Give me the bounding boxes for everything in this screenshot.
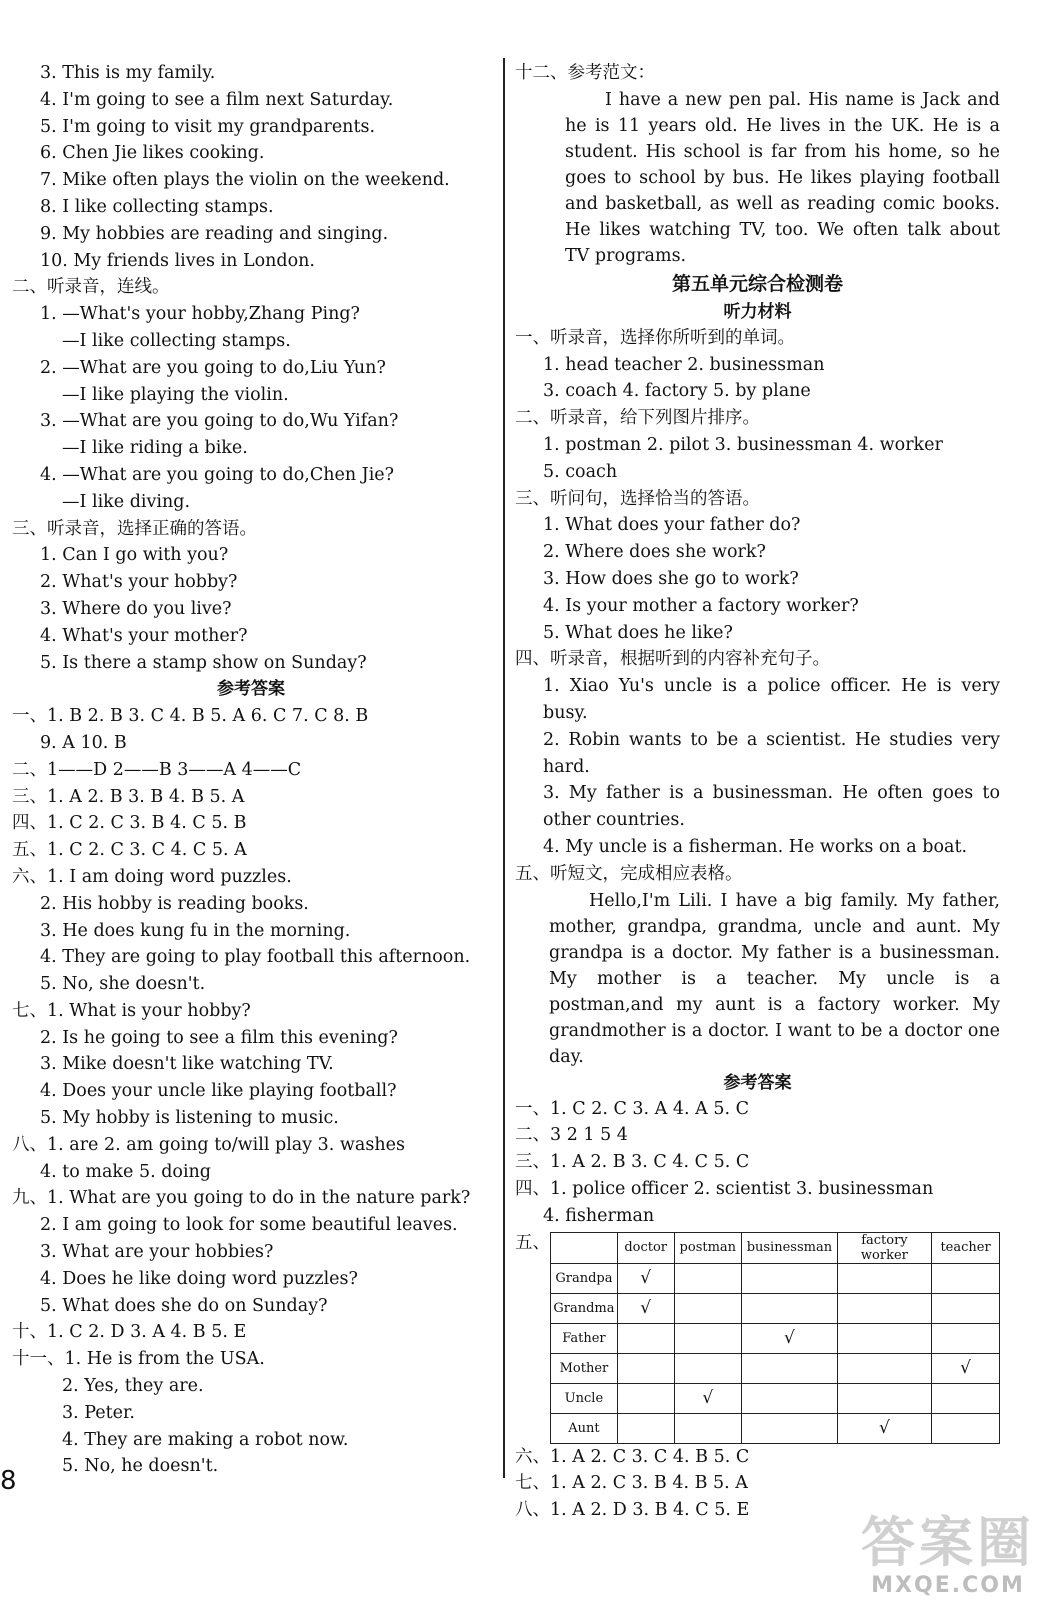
listening-passage: Hello,I'm Lili. I have a big family. My father, mother, grandpa, grandma, uncle and aunt. My grandpa is a doctor. My father is a businessman. My mother is a teacher. My uncle is a postman,and my aunt is a factory worker. My grandmother is a doctor. I want to be a doctor one day. (549, 890, 1000, 1067)
unit-title: 第五单元综合检测卷 (671, 272, 843, 295)
left.lines-line: 3. —What are you going to do,Wu Yifan? (40, 411, 399, 432)
table-header-cell (551, 1232, 618, 1263)
table-cell (837, 1323, 931, 1353)
watermark-url: MXQE.COM (871, 1573, 1025, 1598)
right.lines_b-line: 4. fisherman (543, 1205, 655, 1226)
check-mark: √ (742, 1323, 838, 1353)
left.lines-line: 8. I like collecting stamps. (40, 196, 274, 217)
fill-sentence-item: 3. My father is a businessman. He often goes to other countries. (543, 783, 1000, 831)
check-mark: √ (837, 1413, 931, 1443)
left.lines-line: 2. Yes, they are. (62, 1376, 204, 1397)
left.lines-line: 9. A 10. B (40, 732, 127, 753)
table-cell (617, 1413, 674, 1443)
left.lines-line: 八、1. are 2. am going to/will play 3. washes (12, 1134, 405, 1155)
table-header-cell: doctor (617, 1232, 674, 1263)
table-cell (742, 1413, 838, 1443)
left.lines-line: 四、1. C 2. C 3. B 4. C 5. B (12, 813, 247, 834)
table-cell (674, 1323, 742, 1353)
table-cell (932, 1413, 1000, 1443)
table-cell (674, 1413, 742, 1443)
left.lines-line: 六、1. I am doing word puzzles. (12, 866, 292, 887)
table-cell (932, 1293, 1000, 1323)
table-cell (617, 1353, 674, 1383)
right.lines_c-line: 六、1. A 2. C 3. C 4. B 5. C (515, 1446, 750, 1467)
left.lines-line: 二、1——D 2——B 3——A 4——C (12, 759, 302, 780)
left.lines-line: 4. They are making a robot now. (62, 1429, 349, 1450)
table-cell (742, 1263, 838, 1293)
left.lines-line: 三、听录音，选择正确的答语。 (12, 518, 257, 539)
table-cell (837, 1263, 931, 1293)
answers-section-b (515, 1096, 1000, 1230)
table-row (551, 1353, 1000, 1383)
left.lines-line: 2. I am going to look for some beautiful leaves. (40, 1215, 458, 1236)
left.lines-line: 二、听录音，连线。 (12, 277, 170, 298)
model-essay: I have a new pen pal. His name is Jack and he is 11 years old. He lives in the UK. He is a student. His school is far from his home, so he goes to school by bus. He likes playing football and basketball, as well as reading comic books. He likes watching TV, too. We often talk about TV programs. (565, 89, 1000, 266)
left.lines-line: 一、1. B 2. B 3. C 4. B 5. A 6. C 7. C 8. B (12, 706, 369, 727)
left.lines-line: 3. He does kung fu in the morning. (40, 920, 351, 941)
right.lines_c-line: 八、1. A 2. D 3. B 4. C 5. E (515, 1500, 750, 1521)
answers-title: 参考答案 (723, 1072, 792, 1093)
table-cell (837, 1293, 931, 1323)
left.lines-line: —I like collecting stamps. (62, 330, 291, 351)
left.lines-line: 1. Can I go with you? (40, 545, 229, 566)
left.lines-line: 5. No, she doesn't. (40, 974, 206, 995)
table-cell (932, 1263, 1000, 1293)
row-label: Grandma (551, 1293, 618, 1323)
table-cell (742, 1383, 838, 1413)
left.lines-line: 9. My hobbies are reading and singing. (40, 223, 389, 244)
right.lines_a-line: 1. postman 2. pilot 3. businessman 4. worker (543, 434, 943, 455)
table-cell (617, 1383, 674, 1413)
left.lines-line: 5. I'm going to visit my grandparents. (40, 116, 376, 137)
table-cell (742, 1293, 838, 1323)
fill-sentence-item: 1. Xiao Yu's uncle is a police officer. He is very busy. (543, 676, 1000, 723)
table-cell (837, 1383, 931, 1413)
table-row (551, 1323, 1000, 1353)
left.lines-line: 3. Where do you live? (40, 598, 232, 619)
table-label: 五、 (515, 1232, 550, 1253)
right.lines_a-line: 4. Is your mother a factory worker? (543, 595, 859, 616)
check-mark: √ (932, 1353, 1000, 1383)
row-label: Father (551, 1323, 618, 1353)
table-cell (837, 1353, 931, 1383)
listening-section-a (515, 325, 1000, 673)
left.lines-line: —I like diving. (62, 491, 191, 512)
row-label: Mother (551, 1353, 618, 1383)
table-cell (932, 1323, 1000, 1353)
left.lines-line: 5. What does she do on Sunday? (40, 1295, 328, 1316)
row-label: Aunt (551, 1413, 618, 1443)
left.lines-line: 2. Is he going to see a film this evening? (40, 1027, 398, 1048)
left.lines-line: 3. Peter. (62, 1402, 135, 1423)
right.lines_a-line: 1. What does your father do? (543, 515, 801, 536)
left.lines-line: 七、1. What is your hobby? (12, 1000, 251, 1021)
answer-table-block (515, 1230, 1000, 1444)
left.lines-line: —I like riding a bike. (62, 438, 248, 459)
left.lines-line: 2. —What are you going to do,Liu Yun? (40, 357, 386, 378)
check-mark: √ (617, 1293, 674, 1323)
left.lines-line: 6. Chen Jie likes cooking. (40, 143, 265, 164)
left.lines-line: 10. My friends lives in London. (40, 250, 315, 271)
table-header-cell: businessman (742, 1232, 838, 1263)
right.lines_a-line: 三、听问句，选择恰当的答语。 (515, 488, 760, 509)
left.lines-line: 4. to make 5. doing (40, 1161, 212, 1182)
right.lines_b-line: 一、1. C 2. C 3. A 4. A 5. C (515, 1098, 749, 1119)
table-cell (674, 1353, 742, 1383)
left.lines-line: 4. What's your mother? (40, 625, 248, 646)
left.lines-line: 4. Does he like doing word puzzles? (40, 1268, 358, 1289)
right.lines_b-line: 三、1. A 2. B 3. C 4. C 5. C (515, 1152, 750, 1173)
left.lines-line: 4. I'm going to see a film next Saturday. (40, 89, 394, 110)
essay-heading: 十二、参考范文： (515, 63, 655, 83)
left.lines-line: 1. —What's your hobby,Zhang Ping? (40, 304, 360, 325)
table-row (551, 1383, 1000, 1413)
left.lines-line: 三、1. A 2. B 3. B 4. B 5. A (12, 786, 245, 807)
table-cell (674, 1263, 742, 1293)
left.lines-line: 参考答案 (217, 679, 285, 700)
table-row (551, 1263, 1000, 1293)
left-column (12, 60, 490, 1480)
answer-table (550, 1232, 1000, 1444)
table-cell (674, 1293, 742, 1323)
table-header-cell: postman (674, 1232, 742, 1263)
left.lines-line: 十、1. C 2. D 3. A 4. B 5. E (12, 1322, 247, 1343)
table-cell (617, 1323, 674, 1353)
right-column (515, 60, 1000, 1524)
left.lines-line: 4. —What are you going to do,Chen Jie? (40, 464, 395, 485)
page-number: 8 (0, 1466, 17, 1496)
column-divider (503, 58, 505, 1478)
table-row (551, 1413, 1000, 1443)
left.lines-line: 五、1. C 2. C 3. C 4. C 5. A (12, 840, 247, 861)
right.lines_a-line: 二、听录音，给下列图片排序。 (515, 408, 760, 429)
check-mark: √ (617, 1263, 674, 1293)
right.lines_a-line: 1. head teacher 2. businessman (543, 354, 825, 375)
watermark (861, 1513, 1035, 1598)
table-row (551, 1293, 1000, 1323)
right.lines_a-line: 一、听录音，选择你所听到的单词。 (515, 327, 795, 348)
table-header-cell: teacher (932, 1232, 1000, 1263)
left.lines-line: 3. What are your hobbies? (40, 1242, 274, 1263)
left.lines-line: 3. Mike doesn't like watching TV. (40, 1054, 334, 1075)
left.lines-line: 5. Is there a stamp show on Sunday? (40, 652, 367, 673)
right.lines_a-line: 5. What does he like? (543, 622, 733, 643)
section-5-heading: 五、听短文，完成相应表格。 (515, 863, 743, 884)
left.lines-line: 5. My hobby is listening to music. (40, 1108, 339, 1129)
table-cell (932, 1383, 1000, 1413)
watermark-logo: 答案圈 (861, 1511, 1035, 1574)
left.lines-line: 2. What's your hobby? (40, 572, 238, 593)
left.lines-line: 十一、1. He is from the USA. (12, 1349, 265, 1370)
check-mark: √ (674, 1383, 742, 1413)
left.lines-line: 7. Mike often plays the violin on the weekend. (40, 170, 450, 191)
right.lines_a-line: 3. How does she go to work? (543, 568, 799, 589)
listening-section-4 (515, 673, 1000, 861)
listening-title: 听力材料 (723, 301, 792, 322)
right.lines_a-line: 四、听录音，根据听到的内容补充句子。 (515, 649, 830, 670)
left.lines-line: 九、1. What are you going to do in the nature park? (12, 1188, 471, 1209)
right.lines_a-line: 3. coach 4. factory 5. by plane (543, 381, 811, 402)
left.lines-line: 2. His hobby is reading books. (40, 893, 309, 914)
right.lines_b-line: 二、3 2 1 5 4 (515, 1125, 628, 1146)
left.lines-line: 4. They are going to play football this afternoon. (40, 947, 471, 968)
table-cell (742, 1353, 838, 1383)
right.lines_b-line: 四、1. police officer 2. scientist 3. businessman (515, 1178, 934, 1199)
fill-sentence-item: 4. My uncle is a fisherman. He works on a boat. (543, 836, 968, 857)
left.lines-line: 3. This is my family. (40, 63, 216, 83)
row-label: Uncle (551, 1383, 618, 1413)
right.lines_c-line: 七、1. A 2. C 3. B 4. B 5. A (515, 1473, 748, 1494)
right.lines_a-line: 2. Where does she work? (543, 542, 766, 563)
left.lines-line: 4. Does your uncle like playing football? (40, 1081, 397, 1102)
row-label: Grandpa (551, 1263, 618, 1293)
table-header-cell: factory worker (837, 1232, 931, 1263)
right.lines_a-line: 5. coach (543, 461, 618, 482)
left.lines-line: 5. No, he doesn't. (62, 1456, 219, 1477)
left.lines-line: —I like playing the violin. (62, 384, 289, 405)
fill-sentence-item: 2. Robin wants to be a scientist. He studies very hard. (543, 729, 1000, 777)
